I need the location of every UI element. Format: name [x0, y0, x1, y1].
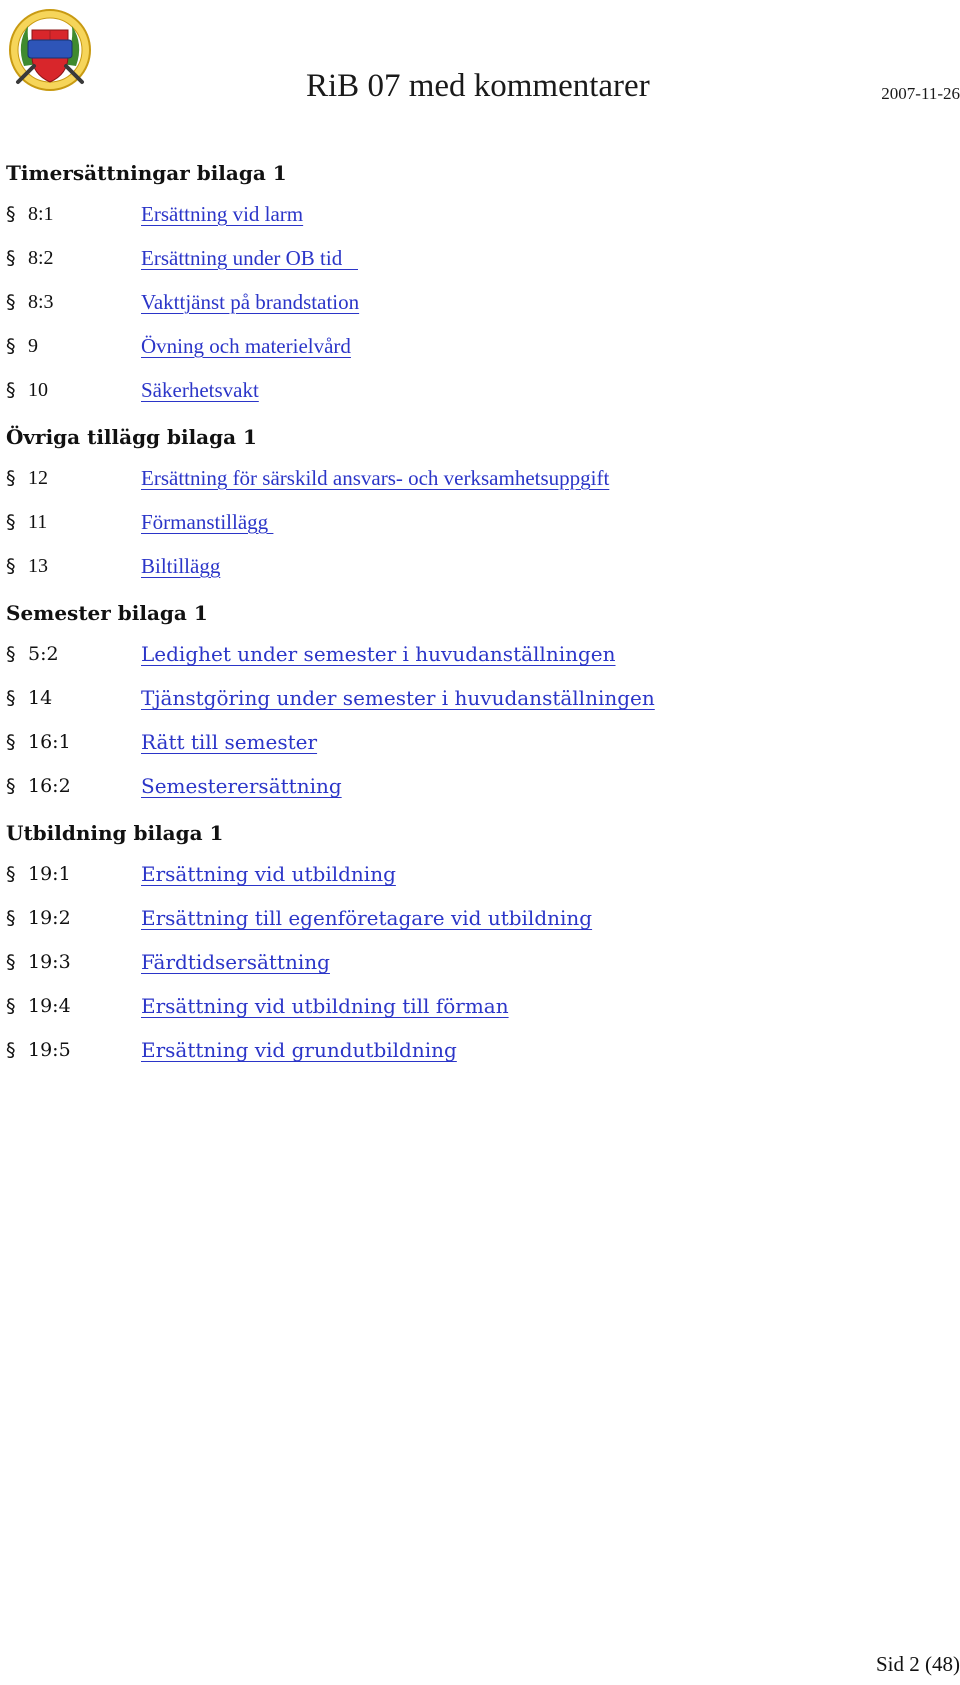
- paragraph-icon: §: [6, 378, 16, 401]
- section-semester: [6, 600, 946, 808]
- paragraph-icon: §: [6, 1039, 16, 1061]
- document-title: RiB 07 med kommentarer: [306, 68, 650, 104]
- paragraph-icon: §: [6, 731, 16, 753]
- section-heading: Utbildning bilaga 1: [6, 821, 224, 845]
- list-item: [6, 500, 946, 544]
- paragraph-icon: §: [6, 334, 16, 357]
- entry-link[interactable]: Ersättning vid grundutbildning: [141, 1038, 457, 1062]
- paragraph-icon: §: [6, 687, 16, 709]
- entry-number: 5:2: [28, 643, 59, 665]
- entry-link[interactable]: Tjänstgöring under semester i huvudanställningen: [141, 686, 655, 710]
- paragraph-icon: §: [6, 554, 16, 577]
- entry-ref: [6, 511, 141, 534]
- section-utbildning: [6, 820, 946, 1072]
- list-item: [6, 544, 946, 588]
- entry-link[interactable]: Ersättning under OB tid: [141, 245, 358, 270]
- paragraph-icon: §: [6, 951, 16, 973]
- section-heading: Timersättningar bilaga 1: [6, 161, 287, 185]
- list-item: [6, 764, 946, 808]
- entry-number: 19:5: [28, 1039, 71, 1061]
- entry-ref: [6, 863, 141, 885]
- paragraph-icon: §: [6, 907, 16, 929]
- entry-ref: [6, 731, 141, 753]
- entry-ref: [6, 555, 141, 578]
- paragraph-icon: §: [6, 643, 16, 665]
- entry-ref: [6, 291, 141, 314]
- list-item: [6, 368, 946, 412]
- entry-ref: [6, 643, 141, 665]
- entry-number: 19:1: [28, 863, 71, 885]
- list-item: [6, 1028, 946, 1072]
- section-ovriga-tillagg: [6, 424, 946, 588]
- document-date: 2007-11-26: [881, 84, 960, 103]
- paragraph-icon: §: [6, 246, 16, 269]
- list-item: [6, 676, 946, 720]
- entry-ref: [6, 247, 141, 270]
- list-item: [6, 324, 946, 368]
- entry-link[interactable]: Biltillägg: [141, 553, 221, 578]
- entry-ref: [6, 467, 141, 490]
- entry-number: 16:1: [28, 731, 71, 753]
- list-item: [6, 940, 946, 984]
- entry-number: 11: [28, 510, 48, 533]
- entry-number: 9: [28, 334, 38, 357]
- entry-ref: [6, 203, 141, 226]
- entry-link[interactable]: Ersättning till egenföretagare vid utbildning: [141, 906, 593, 930]
- entry-number: 8:2: [28, 246, 54, 269]
- entry-link[interactable]: Vakttjänst på brandstation: [141, 289, 360, 314]
- list-item: [6, 236, 946, 280]
- entry-link[interactable]: Övning och materielvård: [141, 333, 351, 358]
- list-item: [6, 192, 946, 236]
- entry-number: 8:3: [28, 290, 54, 313]
- entry-link[interactable]: Säkerhetsvakt: [141, 377, 259, 402]
- entry-link[interactable]: Ersättning vid utbildning till förman: [141, 994, 509, 1018]
- entry-ref: [6, 995, 141, 1017]
- list-item: [6, 896, 946, 940]
- entry-number: 10: [28, 378, 48, 401]
- entry-number: 19:3: [28, 951, 71, 973]
- entry-number: 16:2: [28, 775, 71, 797]
- list-item: [6, 632, 946, 676]
- page-header: [0, 0, 960, 110]
- entry-number: 13: [28, 554, 48, 577]
- entry-ref: [6, 951, 141, 973]
- table-of-contents: [6, 160, 946, 1072]
- entry-link[interactable]: Ledighet under semester i huvudanställningen: [141, 642, 616, 666]
- entry-ref: [6, 907, 141, 929]
- paragraph-icon: §: [6, 863, 16, 885]
- entry-number: 8:1: [28, 202, 54, 225]
- entry-link[interactable]: Rätt till semester: [141, 730, 318, 754]
- entry-ref: [6, 1039, 141, 1061]
- paragraph-icon: §: [6, 775, 16, 797]
- section-heading: Övriga tillägg bilaga 1: [6, 425, 257, 449]
- list-item: [6, 852, 946, 896]
- entry-number: 14: [28, 687, 53, 709]
- paragraph-icon: §: [6, 202, 16, 225]
- entry-number: 12: [28, 466, 48, 489]
- paragraph-icon: §: [6, 290, 16, 313]
- list-item: [6, 280, 946, 324]
- entry-ref: [6, 379, 141, 402]
- entry-ref: [6, 687, 141, 709]
- page-number: Sid 2 (48): [876, 1652, 960, 1676]
- paragraph-icon: §: [6, 510, 16, 533]
- entry-number: 19:2: [28, 907, 71, 929]
- entry-link[interactable]: Semesterersättning: [141, 774, 342, 798]
- entry-number: 19:4: [28, 995, 71, 1017]
- section-timersattningar: [6, 160, 946, 412]
- entry-link[interactable]: Ersättning vid larm: [141, 201, 304, 226]
- entry-link[interactable]: Ersättning vid utbildning: [141, 862, 396, 886]
- list-item: [6, 456, 946, 500]
- brf-logo-icon: [4, 4, 96, 104]
- entry-ref: [6, 335, 141, 358]
- paragraph-icon: §: [6, 466, 16, 489]
- entry-link[interactable]: Förmanstillägg: [141, 509, 274, 534]
- section-heading: Semester bilaga 1: [6, 601, 208, 625]
- entry-link[interactable]: Ersättning för särskild ansvars- och verksamhetsuppgift: [141, 465, 610, 490]
- list-item: [6, 984, 946, 1028]
- entry-ref: [6, 775, 141, 797]
- paragraph-icon: §: [6, 995, 16, 1017]
- list-item: [6, 720, 946, 764]
- entry-link[interactable]: Färdtidsersättning: [141, 950, 330, 974]
